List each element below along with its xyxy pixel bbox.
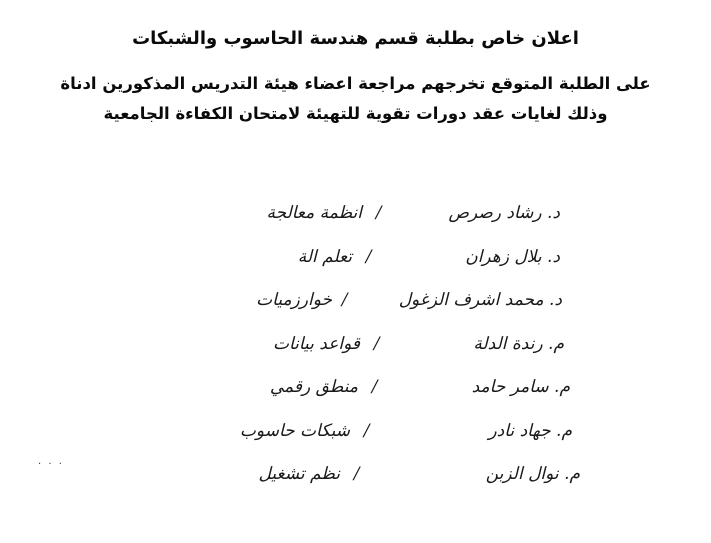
- row-separator: /: [365, 246, 372, 267]
- instructor-name: د. بلال زهران: [465, 246, 560, 267]
- row-separator: /: [341, 290, 348, 310]
- instructor-row: [150, 464, 600, 508]
- course-subject: شبكات حاسوب: [239, 420, 350, 441]
- instructor-row: [150, 421, 600, 465]
- instructor-row: [150, 203, 600, 247]
- course-subject: قواعد بيانات: [272, 333, 360, 354]
- instructor-name: م. سامر حامد: [471, 377, 570, 397]
- row-separator: /: [363, 420, 370, 441]
- announcement-line-1: على الطلبة المتوقع تخرجهم مراجعة اعضاء هيئة التدريس المذكورين ادناة: [60, 74, 651, 93]
- stray-mark: . . .: [38, 456, 64, 467]
- announcement-line-2: وذلك لغايات عقد دورات تقوية للتهيئة لامتحان الكفاءة الجامعية: [103, 104, 608, 123]
- instructor-name: م. جهاد نادر: [488, 420, 572, 441]
- course-subject: تعلم الة: [297, 246, 352, 267]
- instructor-row: [150, 334, 600, 378]
- row-separator: /: [373, 333, 380, 354]
- course-subject: منطق رقمي: [269, 377, 358, 397]
- announcement-title: اعلان خاص بطلبة قسم هندسة الحاسوب والشبكات: [132, 28, 579, 49]
- instructor-list: [150, 203, 600, 508]
- instructor-name: د. محمد اشرف الزغول: [398, 290, 562, 310]
- instructor-name: د. رشاد رصرص: [448, 203, 560, 223]
- course-subject: خوارزميات: [256, 290, 332, 310]
- course-subject: انظمة معالجة: [266, 203, 362, 223]
- row-separator: /: [375, 203, 382, 223]
- course-subject: نظم تشغيل: [258, 464, 340, 484]
- instructor-name: م. رندة الدلة: [473, 333, 564, 354]
- row-separator: /: [371, 377, 378, 397]
- instructor-row: [150, 377, 600, 421]
- instructor-row: [150, 290, 600, 334]
- instructor-name: م. نوال الزبن: [485, 464, 580, 484]
- row-separator: /: [353, 464, 360, 484]
- instructor-row: [150, 247, 600, 291]
